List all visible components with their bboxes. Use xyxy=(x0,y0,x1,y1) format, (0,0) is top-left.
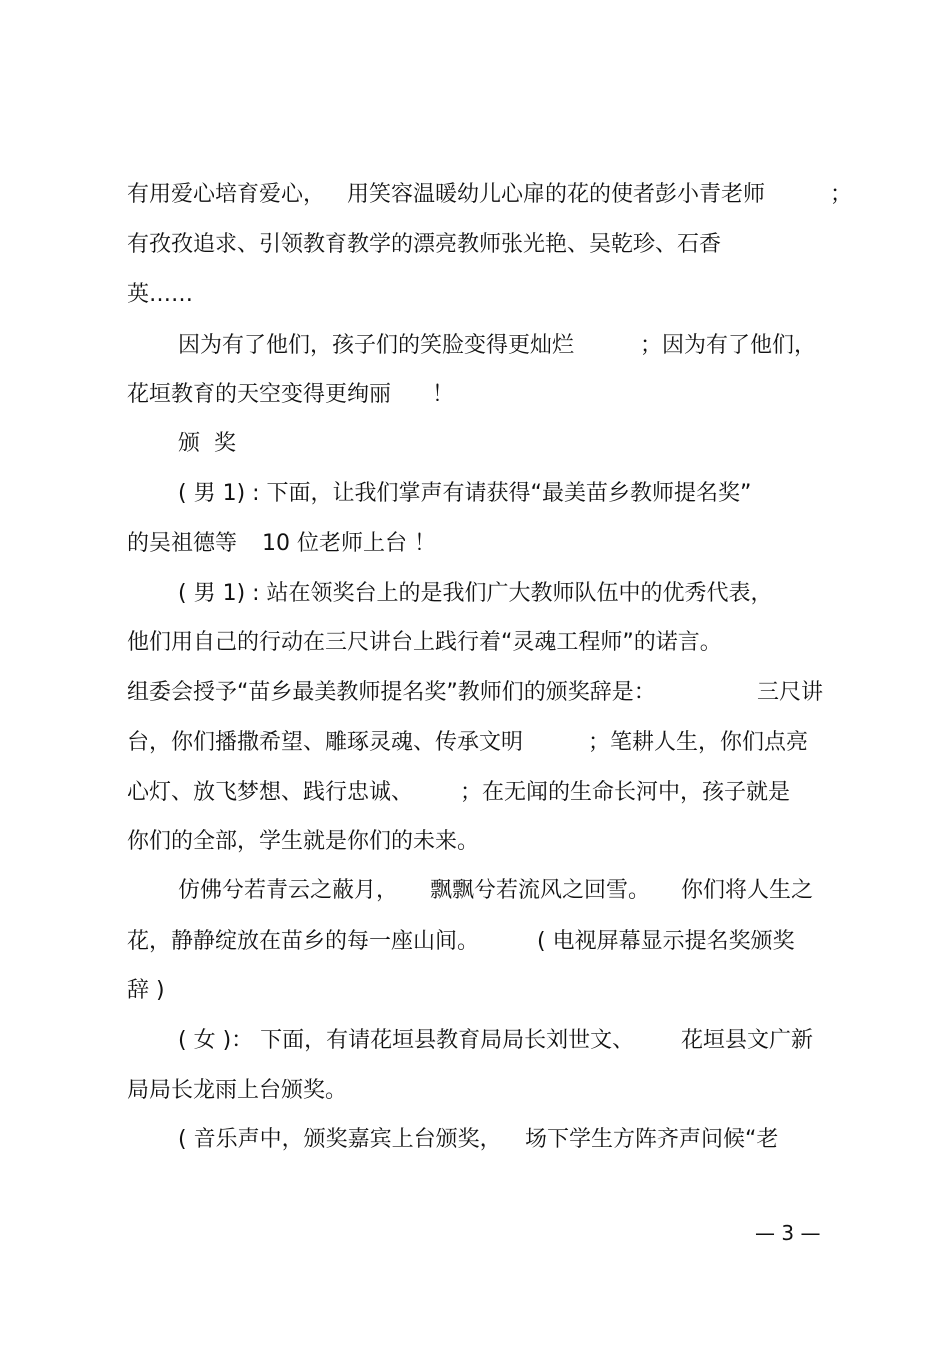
text-line xyxy=(0,718,950,768)
text-span: 辞 ) xyxy=(127,978,165,1003)
text-span: ； xyxy=(830,182,853,207)
text-span: ( 男 1) : 下面，让我们掌声有请获得“最美苗乡教师提名奖” xyxy=(178,481,752,506)
text-span: ( 音乐声中，颁奖嘉宾上台颁奖， xyxy=(178,1127,502,1152)
text-span: 你们将人生之 xyxy=(681,878,814,903)
text-line xyxy=(0,1115,950,1165)
text-span: ( 男 1) : 站在领奖台上的是我们广大教师队伍中的优秀代表， xyxy=(178,581,773,606)
text-line xyxy=(0,321,950,371)
text-line xyxy=(0,966,950,1016)
text-span: 他们用自己的行动在三尺讲台上践行着“灵魂工程师”的诺言。 xyxy=(127,630,722,655)
text-span: 仿佛兮若青云之蔽月， xyxy=(178,878,399,903)
text-span: 因为有了他们，孩子们的笑脸变得更灿烂 xyxy=(178,333,575,358)
text-line xyxy=(0,1016,950,1066)
text-span: 三尺讲 xyxy=(757,680,824,705)
text-line xyxy=(0,768,950,818)
text-span: 用笑容温暖幼儿心扉的花的使者彭小青老师 xyxy=(347,182,766,207)
text-span: 台，你们播撒希望、雕琢灵魂、传承文明 xyxy=(127,730,524,755)
text-line xyxy=(0,569,950,619)
text-span: ；因为有了他们， xyxy=(640,333,817,358)
text-line xyxy=(0,618,950,668)
text-span: 有孜孜追求、引领教育教学的漂亮教师张光艳、吴乾珍、石香 xyxy=(127,232,722,257)
text-span: 花垣教育的天空变得更绚丽 xyxy=(127,382,392,407)
text-line xyxy=(0,1066,950,1116)
text-line xyxy=(0,817,950,867)
text-span: 飘飘兮若流风之回雪。 xyxy=(430,878,651,903)
text-span: 有用爱心培育爱心， xyxy=(127,182,326,207)
text-line xyxy=(0,170,950,220)
text-span: 组委会授予“苗乡最美教师提名奖”教师们的颁奖辞是： xyxy=(127,680,656,705)
text-line xyxy=(0,220,950,270)
text-span: ；笔耕人生，你们点亮 xyxy=(588,730,809,755)
text-line xyxy=(0,917,950,967)
text-span: ；在无闻的生命长河中，孩子就是 xyxy=(460,780,791,805)
text-span: ( 女 )： 下面，有请花垣县教育局局长刘世文、 xyxy=(178,1028,635,1053)
text-span: 你们的全部，学生就是你们的未来。 xyxy=(127,829,480,854)
text-span: 的吴祖德等 xyxy=(127,531,238,556)
page-number: — 3 — xyxy=(755,1221,821,1245)
text-line xyxy=(0,270,950,320)
text-span: ( 电视屏幕显示提名奖颁奖 xyxy=(537,929,795,954)
text-line xyxy=(0,469,950,519)
text-span: 场下学生方阵齐声问候“老 xyxy=(525,1127,779,1152)
text-line xyxy=(0,866,950,916)
text-span: 花垣县文广新 xyxy=(681,1028,814,1053)
text-line xyxy=(0,370,950,420)
text-span: 心灯、放飞梦想、践行忠诚、 xyxy=(127,780,414,805)
text-span: 10 位老师上台 ！ xyxy=(262,531,436,556)
text-span: 颁 奖 xyxy=(178,431,236,456)
text-span: ！ xyxy=(432,382,455,407)
text-span: 局局长龙雨上台颁奖。 xyxy=(127,1078,348,1103)
section-heading xyxy=(0,419,950,469)
text-span: 英…… xyxy=(127,282,194,307)
text-span: 花，静静绽放在苗乡的每一座山间。 xyxy=(127,929,480,954)
text-line xyxy=(0,668,950,718)
text-line xyxy=(0,519,950,569)
